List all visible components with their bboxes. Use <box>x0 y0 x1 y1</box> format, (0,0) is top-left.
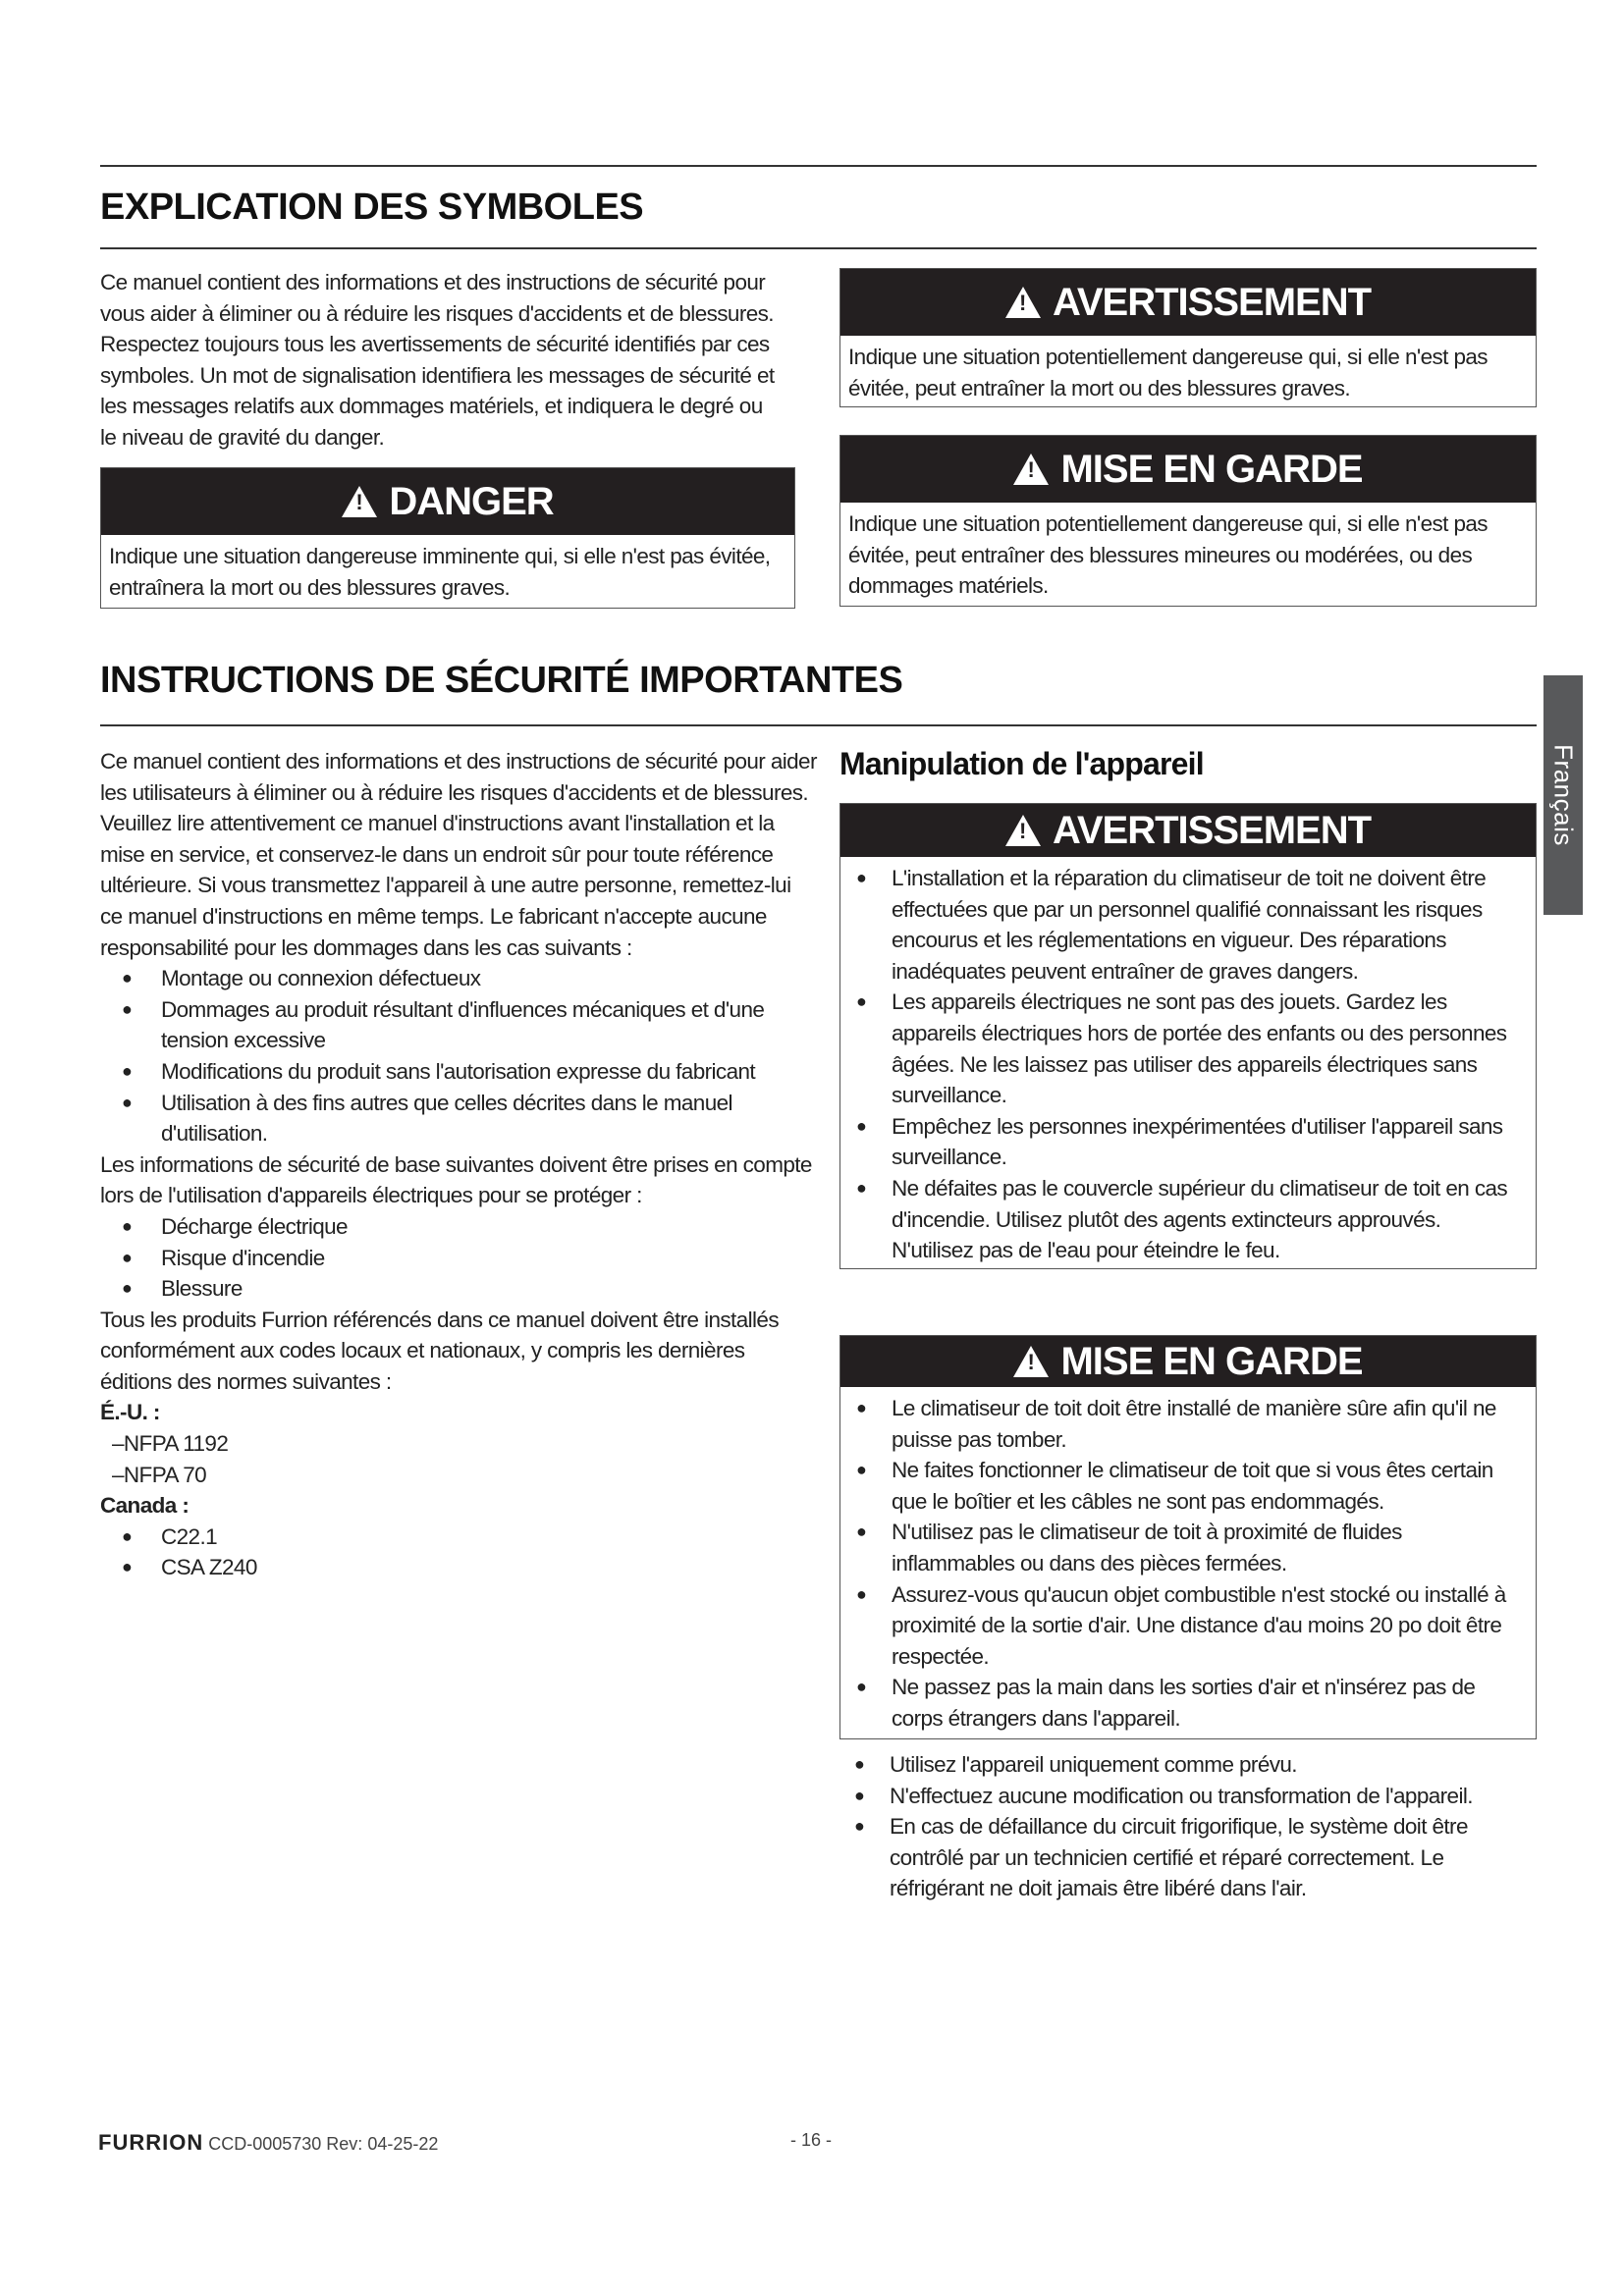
risks-list <box>100 1211 817 1305</box>
us-standard: –NFPA 70 <box>112 1462 207 1487</box>
bullet-icon: ● <box>856 1677 867 1697</box>
language-tab-label: Français <box>1548 744 1579 846</box>
language-tab[interactable] <box>1543 675 1583 915</box>
bullet-icon: ● <box>122 968 133 988</box>
list-item-text: Ne défaites pas le couvercle supérieur du climatiseur de toit en cas d'incendie. Utilisez plutôt des agents extincteurs approuvés. N'utilisez pas de l'eau pour éteindre le feu. <box>892 1175 1508 1263</box>
list-item-text: Montage ou connexion défectueux <box>161 966 481 991</box>
list-item <box>846 1781 1534 1812</box>
footer <box>98 2130 438 2156</box>
list-item-text: Modifications du produit sans l'autorisation expresse du fabricant <box>161 1058 756 1084</box>
page-number: - 16 - <box>790 2130 833 2150</box>
list-item <box>100 1522 817 1553</box>
avertissement-label: AVERTISSEMENT <box>1052 280 1372 324</box>
list-item-text: Risque d'incendie <box>161 1245 325 1270</box>
list-item-text: Le climatiseur de toit doit être installé de manière sûre afin qu'il ne puisse pas tomber. <box>892 1396 1496 1452</box>
bullet-icon: ● <box>854 1816 865 1837</box>
safety-intro: Ce manuel contient des informations et des instructions de sécurité pour aider les utilisateurs à éliminer ou à réduire les risques d'accidents et de blessures. Veuillez lire attentivement ce manuel d'instructions avant l'installation et la mise en service, et conservez-le dans un endroit sûr pour toute référence ultérieure. Si vous transmettez l'appareil à une autre personne, remettez-lui ce manuel d'instructions en même temps. Le fabricant n'accepte aucune responsabilité pour les dommages dans les cas suivants : <box>100 749 817 960</box>
warning-triangle-icon <box>1013 454 1049 485</box>
list-item <box>848 1579 1528 1673</box>
list-item-text: N'effectuez aucune modification ou transformation de l'appareil. <box>890 1783 1473 1808</box>
title-rule <box>100 247 1537 249</box>
bullet-icon: ● <box>122 1092 133 1112</box>
title-rule <box>100 724 1537 726</box>
list-item <box>848 1455 1528 1517</box>
canada-label: Canada : <box>100 1493 189 1519</box>
danger-label: DANGER <box>389 479 554 523</box>
list-item <box>848 1111 1528 1173</box>
list-item <box>100 1056 817 1088</box>
symbols-intro: Ce manuel contient des informations et des instructions de sécurité pour vous aider à éliminer ou à réduire les risques d'accidents et de blessures. Respectez toujours tous les avertissements de sécurité identifiés par ces symboles. Un mot de signalisation identifiera les messages de sécurité et les messages relatifs aux dommages matériels, et indiquera le degré ou le niveau de gravité du danger. <box>100 270 775 450</box>
liability-cases-list <box>100 963 817 1149</box>
list-item-text: Utilisez l'appareil uniquement comme prévu. <box>890 1752 1297 1777</box>
bullet-icon: ● <box>856 1522 867 1542</box>
bullet-icon: ● <box>856 1115 867 1136</box>
mise-en-garde-header <box>840 1336 1536 1387</box>
bullet-icon: ● <box>122 1060 133 1081</box>
list-item <box>100 1243 817 1274</box>
us-standard: –NFPA 1192 <box>112 1431 229 1457</box>
list-item-text: CSA Z240 <box>161 1555 257 1580</box>
list-item-text: Les appareils électriques ne sont pas des jouets. Gardez les appareils électriques hors de portée des enfants ou des personnes âgées. Ne les laissez pas utiliser des appareils électriques sans surveillance. <box>892 989 1507 1108</box>
list-item <box>848 1672 1528 1734</box>
bullet-icon: ● <box>122 1247 133 1267</box>
avertissement-header <box>840 269 1536 336</box>
canada-standards-list <box>100 1522 817 1583</box>
safety-left-column <box>100 746 817 1583</box>
document-reference: CCD-0005730 Rev: 04-25-22 <box>208 2134 439 2154</box>
list-item <box>100 1088 817 1149</box>
list-item-text: Ne passez pas la main dans les sorties d'air et n'insérez pas de corps étrangers dans l'appareil. <box>892 1675 1476 1731</box>
warning-triangle-icon <box>1013 1346 1049 1377</box>
bullet-icon: ● <box>854 1754 865 1774</box>
mise-en-garde-header <box>840 436 1536 503</box>
list-item <box>100 994 817 1056</box>
bullet-icon: ● <box>854 1785 865 1805</box>
top-rule <box>100 165 1537 167</box>
bullet-icon: ● <box>122 998 133 1019</box>
mise-en-garde-text: Indique une situation potentiellement dangereuse qui, si elle n'est pas évitée, peut entraîner des blessures mineures ou modérées, ou des dommages matériels. <box>848 511 1488 599</box>
danger-text: Indique une situation dangereuse imminente qui, si elle n'est pas évitée, entraînera la mort ou des blessures graves. <box>109 544 771 600</box>
furrion-logo: FURRION <box>98 2130 204 2155</box>
list-item <box>848 987 1528 1110</box>
list-item-text: En cas de défaillance du circuit frigorifique, le système doit être contrôlé par un technicien certifié et réparé correctement. Le réfrigérant ne doit jamais être libéré dans l'air. <box>890 1814 1468 1901</box>
manipulation-heading: Manipulation de l'appareil <box>839 746 1204 781</box>
danger-header <box>101 468 794 535</box>
list-item-text: Blessure <box>161 1276 243 1302</box>
extra-instructions-list <box>846 1749 1534 1904</box>
manipulation-warning-box <box>839 803 1537 1269</box>
list-item-text: Ne faites fonctionner le climatiseur de toit que si vous êtes certain que le boîtier et les câbles ne sont pas endommagés. <box>892 1458 1493 1514</box>
list-item-text: Utilisation à des fins autres que celles décrites dans le manuel d'utilisation. <box>161 1090 732 1147</box>
mise-en-garde-label: MISE EN GARDE <box>1060 1339 1363 1383</box>
list-item <box>100 1552 817 1583</box>
warning-list <box>840 857 1536 1274</box>
bullet-icon: ● <box>856 1583 867 1604</box>
bullet-icon: ● <box>122 1557 133 1577</box>
list-item <box>100 1273 817 1305</box>
avertissement-label: AVERTISSEMENT <box>1052 808 1372 852</box>
list-item-text: C22.1 <box>161 1523 218 1549</box>
basic-info-text: Les informations de sécurité de base suivantes doivent être prises en compte lors de l'utilisation d'appareils électriques pour se protéger : <box>100 1151 812 1208</box>
list-item <box>100 1211 817 1243</box>
manipulation-caution-box <box>839 1335 1537 1739</box>
list-item <box>846 1749 1534 1781</box>
danger-box <box>100 467 795 609</box>
section-title-symbols: EXPLICATION DES SYMBOLES <box>100 187 644 228</box>
avertissement-header <box>840 804 1536 857</box>
bullet-icon: ● <box>856 1460 867 1480</box>
avertissement-text: Indique une situation potentiellement dangereuse qui, si elle n'est pas évitée, peut entraîner la mort ou des blessures graves. <box>848 345 1488 400</box>
warning-triangle-icon <box>1005 287 1041 318</box>
us-label: É.-U. : <box>100 1400 160 1425</box>
mise-en-garde-box <box>839 435 1537 607</box>
list-item-text: Empêchez les personnes inexpérimentées d'utiliser l'appareil sans surveillance. <box>892 1113 1503 1170</box>
bullet-icon: ● <box>856 1398 867 1417</box>
bullet-icon: ● <box>856 991 867 1012</box>
bullet-icon: ● <box>856 868 867 887</box>
bullet-icon: ● <box>122 1215 133 1236</box>
bullet-icon: ● <box>122 1278 133 1299</box>
standards-intro: Tous les produits Furrion référencés dans ce manuel doivent être installés conformément aux codes locaux et nationaux, y compris les dernières éditions des normes suivantes : <box>100 1307 779 1394</box>
list-item-text: Dommages au produit résultant d'influences mécaniques et d'une tension excessive <box>161 996 765 1053</box>
warning-triangle-icon <box>342 486 377 517</box>
list-item-text: Assurez-vous qu'aucun objet combustible n'est stocké ou installé à proximité de la sortie d'air. Une distance d'au moins 20 po doit être respectée. <box>892 1581 1506 1669</box>
caution-list <box>840 1387 1536 1742</box>
bullet-icon: ● <box>122 1525 133 1546</box>
list-item <box>848 1173 1528 1266</box>
mise-en-garde-label: MISE EN GARDE <box>1060 447 1363 491</box>
bullet-icon: ● <box>856 1177 867 1198</box>
list-item-text: L'installation et la réparation du climatiseur de toit ne doivent être effectuées que par un personnel qualifié connaissant les risques encourus et les réglementations en vigueur. Des réparations inadéquates peuvent entraîner de graves dangers. <box>892 866 1487 984</box>
list-item-text: N'utilisez pas le climatiseur de toit à proximité de fluides inflammables ou dans des pièces fermées. <box>892 1520 1402 1575</box>
list-item <box>848 863 1528 987</box>
list-item <box>100 963 817 994</box>
warning-triangle-icon <box>1005 815 1041 846</box>
list-item <box>846 1811 1534 1904</box>
avertissement-box <box>839 268 1537 407</box>
section-title-safety: INSTRUCTIONS DE SÉCURITÉ IMPORTANTES <box>100 660 903 701</box>
list-item <box>848 1393 1528 1455</box>
list-item <box>848 1517 1528 1578</box>
list-item-text: Décharge électrique <box>161 1213 348 1239</box>
